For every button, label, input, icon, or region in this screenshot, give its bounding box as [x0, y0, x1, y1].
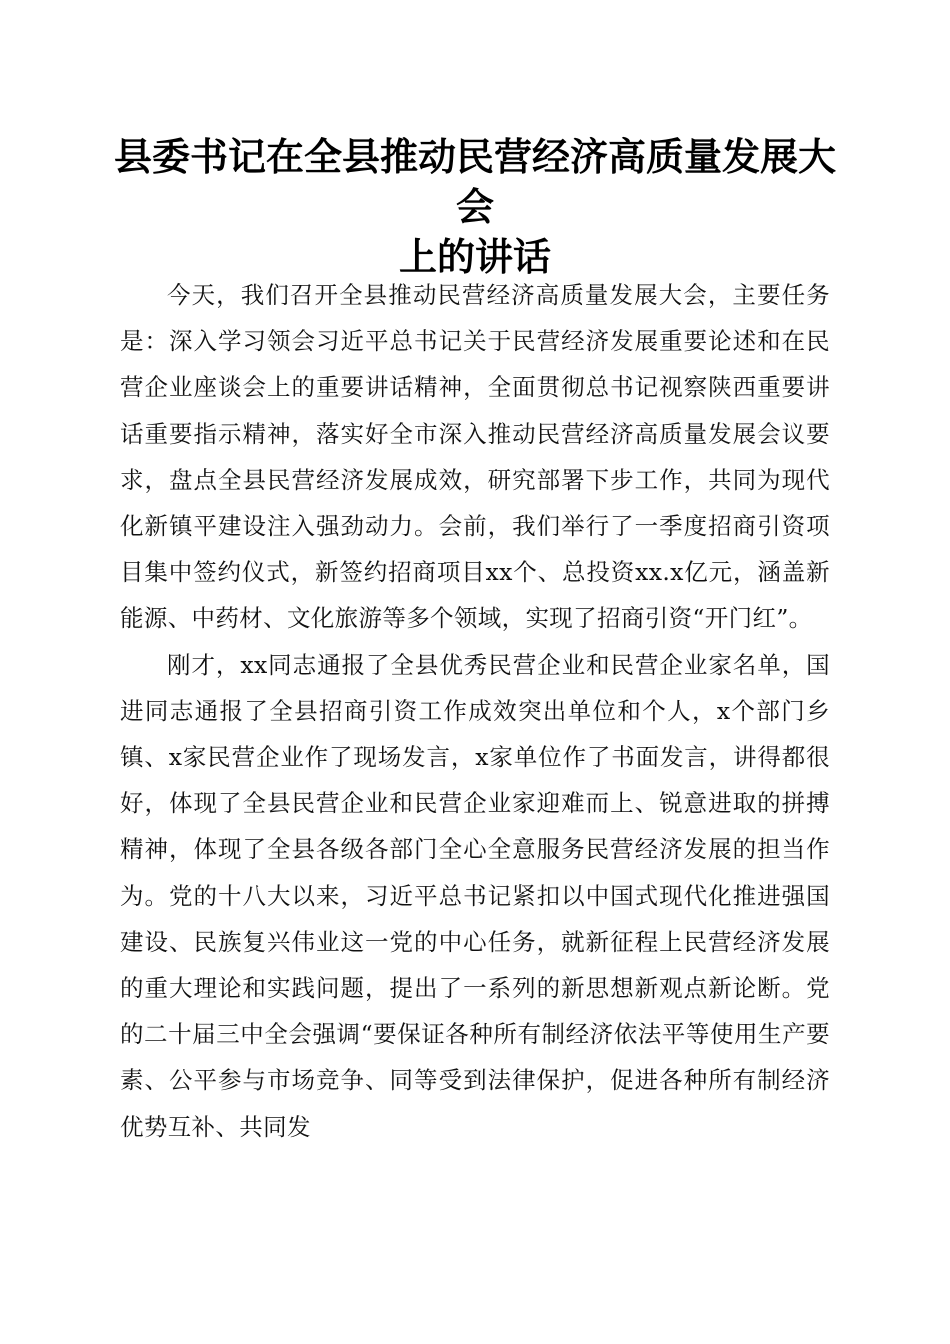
paragraph-2: 刚才，xx同志通报了全县优秀民营企业和民营企业家名单，国进同志通报了全县招商引资工作成效突出单位和个人，x个部门乡镇、x家民营企业作了现场发言，x家单位作了书面发言，讲得都很好，体现了全县民营企业和民营企业家迎难而上、锐意进取的拼搏精神，体现了全县各级各部门全心全意服务民营经济发展的担当作为。党的十八大以来，习近平总书记紧扣以中国式现代化推进强国建设、民族复兴伟业这一党的中心任务，就新征程上民营经济发展的重大理论和实践问题，提出了一系列的新思想新观点新论断。党的二十届三中全会强调“要保证各种所有制经济依法平等使用生产要素、公平参与市场竞争、同等受到法律保护，促进各种所有制经济优势互补、共同发	[120, 650, 830, 1141]
title-line-2: 上的讲话	[398, 234, 551, 279]
document-body	[120, 272, 830, 1150]
document-title	[100, 132, 850, 282]
paragraph-1: 今天，我们召开全县推动民营经济高质量发展大会，主要任务是：深入学习领会习近平总书记关于民营经济发展重要论述和在民营企业座谈会上的重要讲话精神，全面贯彻总书记视察陕西重要讲话重要指示精神，落实好全市深入推动民营经济高质量发展会议要求，盘点全县民营经济发展成效，研究部署下步工作，共同为现代化新镇平建设注入强劲动力。会前，我们举行了一季度招商引资项目集中签约仪式，新签约招商项目xx个、总投资xx.x亿元，涵盖新能源、中药材、文化旅游等多个领域，实现了招商引资“开门红”。	[120, 281, 830, 633]
title-line-1: 县委书记在全县推动民营经济高质量发展大会	[113, 134, 836, 229]
